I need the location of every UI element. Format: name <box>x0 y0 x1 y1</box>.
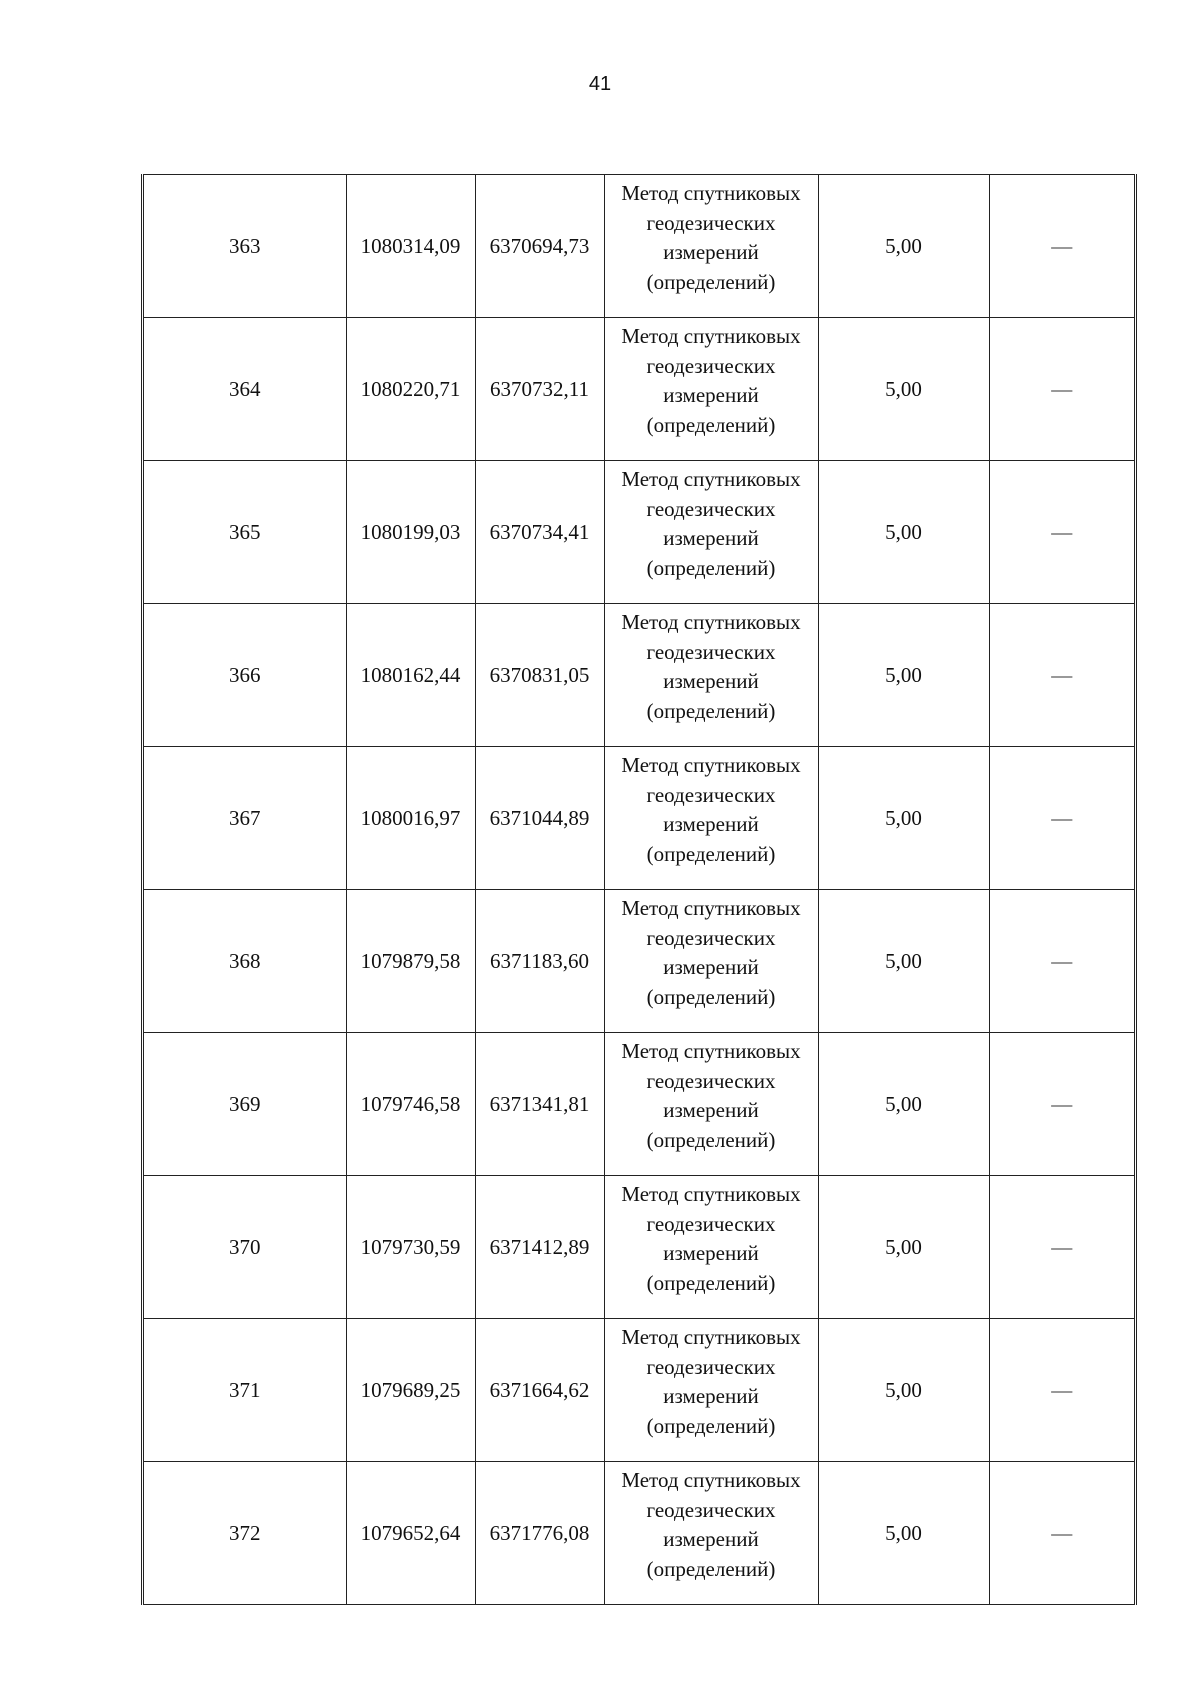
x-coordinate-cell: 1079730,59 <box>346 1176 475 1319</box>
method-line: Метод спутниковых <box>621 753 801 777</box>
y-coordinate-cell: 6371183,60 <box>475 890 604 1033</box>
method-line: геодезических <box>646 782 776 807</box>
accuracy-cell: 5,00 <box>818 1176 989 1319</box>
point-number-cell: 371 <box>144 1319 346 1462</box>
coordinates-table-frame <box>141 174 1137 1605</box>
method-cell <box>604 1462 818 1605</box>
accuracy-cell: 5,00 <box>818 1033 989 1176</box>
note-cell: — <box>989 747 1134 890</box>
method-line: геодезических <box>646 639 776 664</box>
method-line: геодезических <box>646 1068 776 1093</box>
x-coordinate-cell: 1079689,25 <box>346 1319 475 1462</box>
point-number-cell: 368 <box>144 890 346 1033</box>
page-number: 41 <box>588 73 612 95</box>
x-coordinate-cell: 1080016,97 <box>346 747 475 890</box>
table-row <box>144 1462 1134 1605</box>
y-coordinate-cell: 6370732,11 <box>475 318 604 461</box>
method-line: измерений <box>663 1098 759 1122</box>
x-coordinate-cell: 1080199,03 <box>346 461 475 604</box>
method-line: (определений) <box>646 1270 776 1295</box>
y-coordinate-cell: 6371341,81 <box>475 1033 604 1176</box>
method-line: измерений <box>663 240 759 264</box>
table-row <box>144 890 1134 1033</box>
method-line: геодезических <box>646 1211 776 1236</box>
y-coordinate-cell: 6371776,08 <box>475 1462 604 1605</box>
method-line: (определений) <box>646 555 776 580</box>
method-line: измерений <box>663 1527 759 1551</box>
table-row <box>144 604 1134 747</box>
method-line: геодезических <box>646 1354 776 1379</box>
method-cell <box>604 1176 818 1319</box>
y-coordinate-cell: 6371044,89 <box>475 747 604 890</box>
method-line: измерений <box>663 526 759 550</box>
method-line: (определений) <box>646 1127 776 1152</box>
method-line: измерений <box>663 1384 759 1408</box>
method-line: (определений) <box>646 269 776 294</box>
accuracy-cell: 5,00 <box>818 318 989 461</box>
table-row <box>144 461 1134 604</box>
method-cell <box>604 318 818 461</box>
method-line: (определений) <box>646 841 776 866</box>
y-coordinate-cell: 6370831,05 <box>475 604 604 747</box>
point-number-cell: 372 <box>144 1462 346 1605</box>
accuracy-cell: 5,00 <box>818 890 989 1033</box>
method-line: Метод спутниковых <box>621 610 801 634</box>
point-number-cell: 366 <box>144 604 346 747</box>
method-line: (определений) <box>646 1413 776 1438</box>
accuracy-cell: 5,00 <box>818 175 989 318</box>
x-coordinate-cell: 1080220,71 <box>346 318 475 461</box>
method-line: измерений <box>663 669 759 693</box>
table-row <box>144 1319 1134 1462</box>
y-coordinate-cell: 6371412,89 <box>475 1176 604 1319</box>
method-line: Метод спутниковых <box>621 1039 801 1063</box>
method-line: геодезических <box>646 496 776 521</box>
accuracy-cell: 5,00 <box>818 1319 989 1462</box>
table-row <box>144 318 1134 461</box>
method-line: Метод спутниковых <box>621 324 801 348</box>
method-cell <box>604 890 818 1033</box>
method-line: Метод спутниковых <box>621 896 801 920</box>
accuracy-cell: 5,00 <box>818 747 989 890</box>
method-line: Метод спутниковых <box>621 1468 801 1492</box>
method-line: геодезических <box>646 925 776 950</box>
method-line: измерений <box>663 1241 759 1265</box>
method-line: Метод спутниковых <box>621 181 801 205</box>
x-coordinate-cell: 1079879,58 <box>346 890 475 1033</box>
note-cell: — <box>989 1033 1134 1176</box>
method-line: геодезических <box>646 353 776 378</box>
x-coordinate-cell: 1079746,58 <box>346 1033 475 1176</box>
note-cell: — <box>989 604 1134 747</box>
method-cell <box>604 1033 818 1176</box>
note-cell: — <box>989 318 1134 461</box>
point-number-cell: 369 <box>144 1033 346 1176</box>
method-cell <box>604 604 818 747</box>
note-cell: — <box>989 461 1134 604</box>
method-line: (определений) <box>646 1556 776 1581</box>
method-line: геодезических <box>646 210 776 235</box>
method-line: Метод спутниковых <box>621 467 801 491</box>
x-coordinate-cell: 1079652,64 <box>346 1462 475 1605</box>
method-cell <box>604 175 818 318</box>
method-line: измерений <box>663 383 759 407</box>
note-cell: — <box>989 1176 1134 1319</box>
table-row <box>144 1033 1134 1176</box>
table-row <box>144 175 1134 318</box>
accuracy-cell: 5,00 <box>818 604 989 747</box>
y-coordinate-cell: 6371664,62 <box>475 1319 604 1462</box>
method-line: (определений) <box>646 412 776 437</box>
point-number-cell: 364 <box>144 318 346 461</box>
table-row <box>144 747 1134 890</box>
y-coordinate-cell: 6370694,73 <box>475 175 604 318</box>
x-coordinate-cell: 1080162,44 <box>346 604 475 747</box>
method-line: измерений <box>663 812 759 836</box>
point-number-cell: 367 <box>144 747 346 890</box>
note-cell: — <box>989 890 1134 1033</box>
method-cell <box>604 461 818 604</box>
method-line: геодезических <box>646 1497 776 1522</box>
method-line: (определений) <box>646 984 776 1009</box>
method-cell <box>604 747 818 890</box>
note-cell: — <box>989 1319 1134 1462</box>
method-line: Метод спутниковых <box>621 1182 801 1206</box>
method-line: (определений) <box>646 698 776 723</box>
note-cell: — <box>989 1462 1134 1605</box>
coordinates-table <box>144 174 1134 1605</box>
coordinates-table-body <box>144 175 1134 1605</box>
method-line: измерений <box>663 955 759 979</box>
note-cell: — <box>989 175 1134 318</box>
method-line: Метод спутниковых <box>621 1325 801 1349</box>
table-row <box>144 1176 1134 1319</box>
method-cell <box>604 1319 818 1462</box>
accuracy-cell: 5,00 <box>818 1462 989 1605</box>
accuracy-cell: 5,00 <box>818 461 989 604</box>
point-number-cell: 370 <box>144 1176 346 1319</box>
y-coordinate-cell: 6370734,41 <box>475 461 604 604</box>
point-number-cell: 363 <box>144 175 346 318</box>
x-coordinate-cell: 1080314,09 <box>346 175 475 318</box>
point-number-cell: 365 <box>144 461 346 604</box>
